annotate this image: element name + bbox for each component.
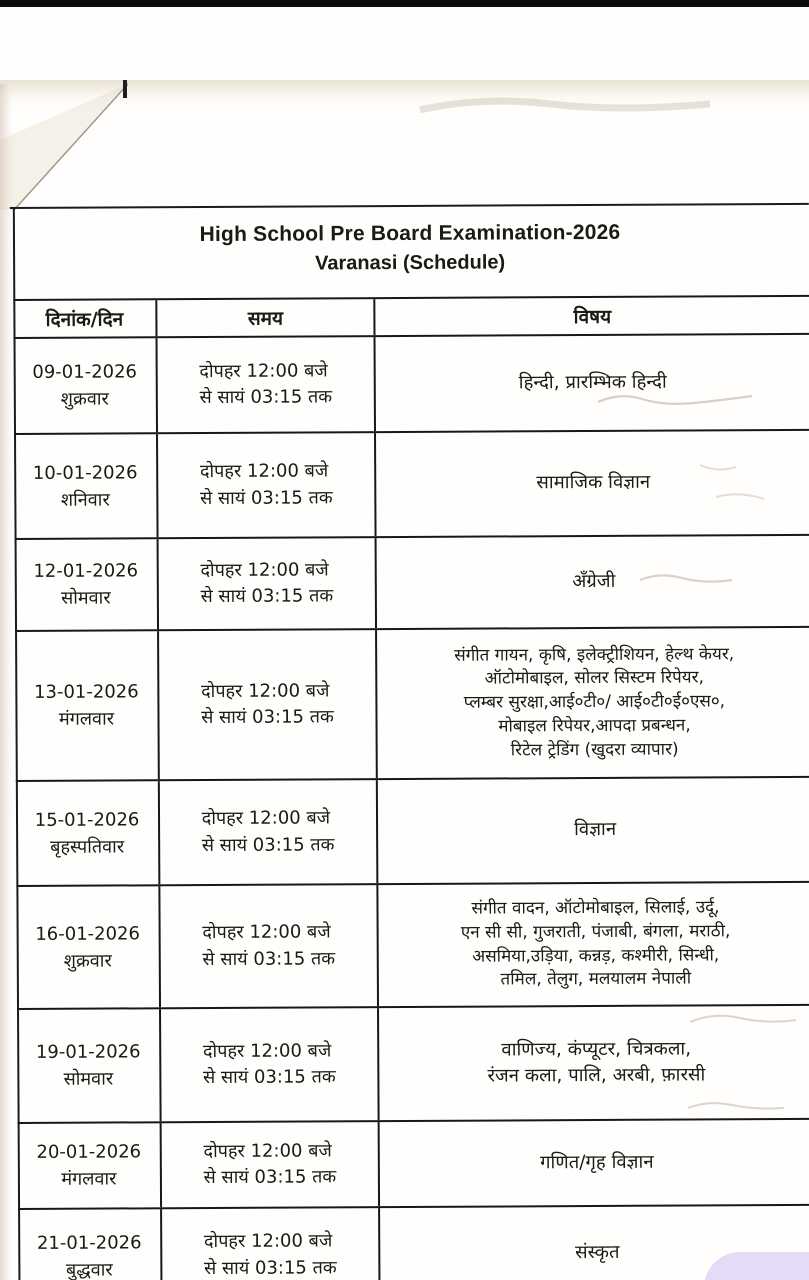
- date-cell: [16, 781, 161, 885]
- time-cell: [160, 780, 379, 884]
- subject-cell: [379, 1006, 809, 1120]
- time-value: दोपहर 12:00 बजे से सायं 03:15 तक: [201, 807, 335, 856]
- time-value: दोपहर 12:00 बजे से सायं 03:15 तक: [199, 360, 333, 409]
- time-value: दोपहर 12:00 बजे से सायं 03:15 तक: [201, 680, 334, 729]
- date-cell: [18, 1209, 162, 1280]
- table-row: [15, 536, 809, 632]
- time-cell: [161, 1008, 380, 1121]
- date-value: 20-01-2026 मंगलवार: [36, 1141, 142, 1190]
- time-cell: [159, 538, 377, 629]
- subject-value: सामाजिक विज्ञान: [536, 472, 651, 494]
- table-row: [16, 883, 809, 1010]
- subject-value: विज्ञान: [574, 819, 617, 841]
- date-cell: [17, 1009, 162, 1122]
- time-value: दोपहर 12:00 बजे से सायं 03:15 तक: [200, 559, 334, 608]
- subject-value: गणित/गृह विज्ञान: [540, 1151, 654, 1174]
- date-value: 12-01-2026 सोमवार: [33, 560, 139, 609]
- date-cell: [15, 539, 159, 630]
- title-line-2: Varanasi (Schedule): [315, 251, 506, 275]
- subject-value: संगीत गायन, कृषि, इलेक्ट्रीशियन, हेल्थ केयर, ऑटोमोबाइल, सोलर सिस्टम रिपेयर, प्लम्बर सुरक्षा,आई०टी०/ आई०टी०ई०एस०, मोबाइल रिपेयर,आपदा प्रबन्धन, रिटेल ट्रेडिंग (खुदरा व्यापार): [454, 643, 735, 761]
- table-row: [16, 778, 809, 887]
- header-time: समय: [157, 299, 375, 336]
- subject-value: हिन्दी, प्रारम्भिक हिन्दी: [518, 371, 667, 394]
- subject-value: संस्कृत: [575, 1242, 620, 1264]
- time-cell: [158, 337, 376, 432]
- date-cell: [15, 631, 160, 780]
- date-value: 13-01-2026 मंगलवार: [33, 681, 139, 730]
- header-date: दिनांक/दिन: [13, 300, 157, 337]
- subject-cell: [376, 431, 809, 536]
- date-value: 21-01-2026 बुद्धवार: [36, 1231, 142, 1280]
- date-value: 09-01-2026 शुक्रवार: [32, 361, 138, 410]
- date-value: 19-01-2026 सोमवार: [35, 1041, 141, 1090]
- table-row: [14, 335, 809, 435]
- table-header-row: [13, 295, 809, 339]
- time-value: दोपहर 12:00 बजे से सायं 03:15 तक: [202, 1040, 336, 1089]
- table-row: [17, 1006, 809, 1124]
- page-top-border: [10, 203, 809, 209]
- time-value: दोपहर 12:00 बजे से सायं 03:15 तक: [203, 1140, 337, 1189]
- table-row: [18, 1120, 809, 1210]
- date-value: 10-01-2026 शनिवार: [32, 461, 138, 511]
- subject-cell: [380, 1120, 809, 1206]
- time-cell: [158, 433, 377, 537]
- time-value: दोपहर 12:00 बजे से सायं 03:15 तक: [203, 1230, 337, 1279]
- subject-cell: [376, 335, 809, 431]
- date-cell: [14, 434, 159, 538]
- time-cell: [162, 1122, 380, 1207]
- title-line-1: High School Pre Board Examination-2026: [199, 220, 621, 247]
- subject-value: वाणिज्य, कंप्यूटर, चित्रकला, रंजन कला, पालि, अरबी, फ़ारसी: [487, 1038, 706, 1087]
- table-row: [15, 628, 809, 782]
- subject-cell: [378, 883, 809, 1006]
- time-cell: [159, 630, 378, 779]
- exam-schedule-table: [13, 295, 809, 1280]
- header-subject: विषय: [573, 305, 612, 329]
- document-title: [30, 220, 790, 277]
- subject-cell: [378, 778, 809, 883]
- date-cell: [14, 338, 158, 433]
- time-value: दोपहर 12:00 बजे से सायं 03:15 तक: [199, 460, 333, 509]
- date-value: 15-01-2026 बृहस्पतिवार: [34, 808, 140, 858]
- subject-cell: [377, 536, 809, 628]
- date-value: 16-01-2026 शुक्रवार: [35, 922, 140, 972]
- date-cell: [16, 886, 161, 1008]
- table-row: [14, 431, 809, 540]
- subject-value: अँग्रेजी: [572, 570, 616, 592]
- subject-value: संगीत वादन, ऑटोमोबाइल, सिलाई, उर्दू, एन सी सी, गुजराती, पंजाबी, बंगला, मराठी, असमिया,उड़िया, कन्नड़, कश्मीरी, सिन्धी, तमिल, तेलुग, मलयालम नेपाली: [460, 897, 731, 990]
- subject-cell: [377, 628, 809, 778]
- time-value: दोपहर 12:00 बजे से सायं 03:15 तक: [202, 921, 336, 970]
- time-cell: [160, 885, 379, 1007]
- date-cell: [18, 1123, 162, 1208]
- table-row: [18, 1206, 809, 1280]
- time-cell: [162, 1208, 380, 1280]
